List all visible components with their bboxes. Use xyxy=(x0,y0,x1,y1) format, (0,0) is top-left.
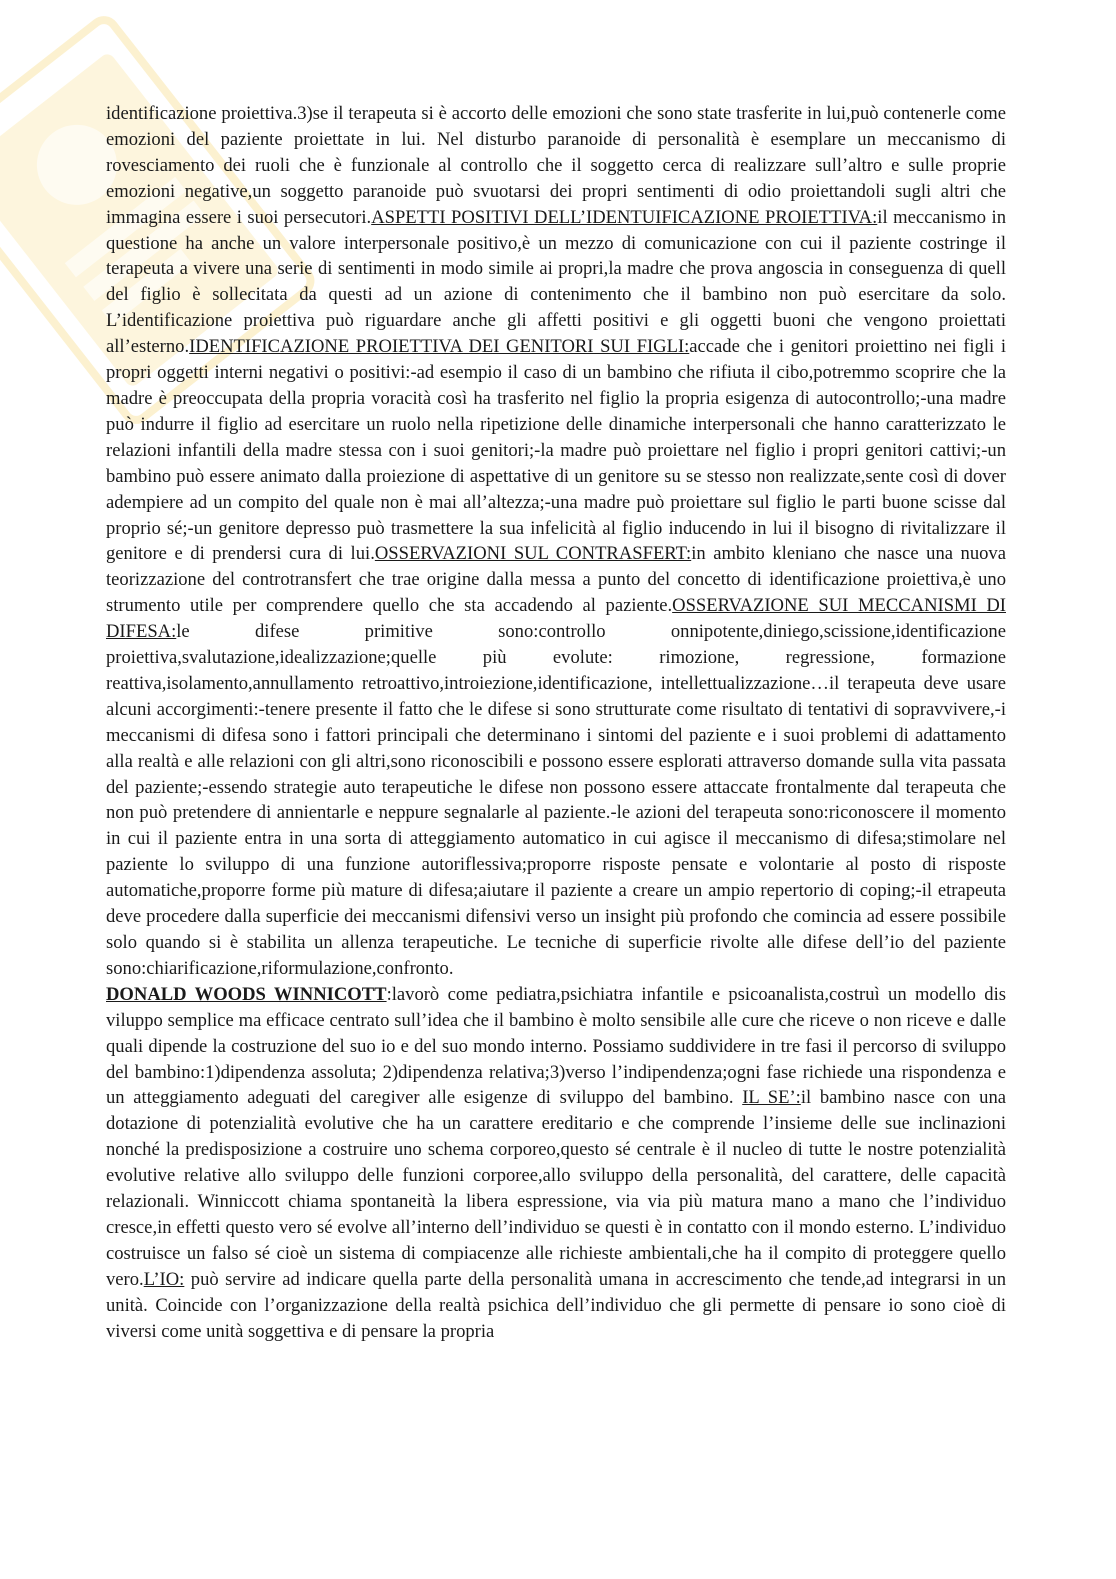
text-span: :lavorò come pediatra,psichiatra infantile e psicoanalista,costruì un modello dis viluppo semplice ma efficace centrato sull’idea che il bambino è molto sensibile alle cure che riceve o non riceve e dalle quali dipende la costruzione del suo io e del suo mondo interno. Possiamo suddividere in tre fasi il percorso di sviluppo del bambino:1)dipendenza assoluta; 2)dipendenza relativa;3)verso l’indipendenza;ogni fase richiede una rispondenza e un atteggiamento adeguati del caregiver alle esigenze di sviluppo del bambino. xyxy=(106,983,1007,1109)
section-heading: IL SE’: xyxy=(742,1087,801,1109)
body-paragraph xyxy=(106,982,1006,1345)
section-heading: OSSERVAZIONE SUI MECCANISMI DI DIFESA: xyxy=(106,595,1006,643)
text-span: in ambito kleniano che nasce una nuova teorizzazione del controtransfert che trae origine dalla messa a punto del concetto di identificazione proiettiva,è uno strumento utile per comprendere quello che sta accadendo al paziente. xyxy=(106,543,1006,617)
text-span: le difese primitive sono:controllo onnipotente,diniego,scissione,identificazione proiettiva,svalutazione,idealizzazione;quelle più evolute: rimozione, regressione, formazione reattiva,isolamento,annullamento retroattivo,introiezione,identificazione, intellettualizzazione…il terapeuta deve usare alcuni accorgimenti:-tenere presente il fatto che le difese si sono strutturate come risultato di tentativi di sopravvivere,-i meccanismi di difesa sono i fattori principali che determinano i sintomi del paziente e i suoi problemi di adattamento alla realtà e alle relazioni con gli altri,sono riconoscibili e possono essere esplorati attraverso domande sulla vita passata del paziente;-essendo strategie auto terapeutiche le difese non possono essere attaccate frontalmente dal terapeuta che non può pretendere di annientarle e neppure segnalarle al paziente.-le azioni del terapeuta sono:riconoscere il momento in cui il paziente entra in una sorta di atteggiamento automatico in cui agisce il meccanismo di difesa;stimolare nel paziente lo sviluppo di una funzione autoriflessiva;proporre risposte pensate e volontarie al posto di risposte automatiche,proporre forme più mature di difesa;aiutare il paziente a creare un ampio repertorio di coping;-il etrapeuta deve procedere dalla superficie dei meccanismi difensivi verso un insight più profondo che comincia ad essere possibile solo quando si è stabilita un allenza terapeutiche. Le tecniche di superficie rivolte alle difese dell’io del paziente sono:chiarificazione,riformulazione,confronto. xyxy=(106,621,1006,979)
text-span: il meccanismo in questione ha anche un valore interpersonale positivo,è un mezzo di comunicazione con cui il paziente costringe il terapeuta a vivere una serie di sentimenti in modo simile ai propri,la madre che prova angoscia in conseguenza di quell del figlio è sollecitata da questi ad un azione di contenimento che il bambino non può esercitare da solo. L’identificazione proiettiva può riguardare anche gli affetti positivi e gli oggetti buoni che vengono proiettati all’esterno. xyxy=(106,206,1006,358)
text-span: può servire ad indicare quella parte della personalità umana in accrescimento che tende,ad integrarsi in un unità. Coincide con l’organizzazione della realtà psichica dell’individuo che gli permette di pensare io sono cioè di viversi come unità soggettiva e di pensare la propria xyxy=(106,1268,1006,1342)
body-paragraph xyxy=(106,101,1006,982)
text-span: il bambino nasce con una dotazione di potenzialità evolutive che ha un carattere ereditario e che comprende l’insieme delle sue inclinazioni nonché la predisposizione a costruire uno schema corporeo,questo sé centrale è il nucleo di tutte le nostre potenzialità evolutive relative allo sviluppo delle funzioni corporee,allo sviluppo della personalità, del carattere, delle capacità relazionali. Winniccott chiama spontaneità la libera espressione, via via più matura mano a mano che l’individuo cresce,in effetti questo vero sé evolve all’interno dell’individuo se questi è in contatto con il mondo esterno. L’individuo costruisce un falso sé cioè un sistema di compiacenze alle richieste ambientali,che ha il compito di proteggere quello vero. xyxy=(106,1087,1006,1290)
document-body xyxy=(106,101,1006,1345)
section-heading-bold: DONALD WOODS WINNICOTT xyxy=(106,983,387,1005)
section-heading: OSSERVAZIONI SUL CONTRASFERT: xyxy=(374,543,692,565)
section-heading: ASPETTI POSITIVI DELL’IDENTUIFICAZIONE PROIETTIVA: xyxy=(371,206,878,228)
text-span: accade che i genitori proiettino nei figli i propri oggetti interni negativi o positivi:-ad esempio il caso di un bambino che rifiuta il cibo,potremmo scoprire che la madre è preoccupata della propria voracità così ha trasferito nel figlio la propria esigenza di autocontrollo;-una madre può indurre il figlio ad esercitare un ruolo nella ripetizione delle dinamiche interpersonali che hanno caratterizzato le relazioni infantili della madre stessa con i suoi genitori;-la madre può proiettare nel figlio i propri genitori cattivi;-un bambino può essere animato dalla proiezione di aspettative di un genitore su se stesso non realizzate,sente così di dover adempiere ad un compito del quale non è mai all’altezza;-una madre può proiettare sul figlio le parti buone scisse dal proprio sé;-un genitore depresso può trasmettere la sua infelicità al figlio inducendo in lui il bisogno di rivitalizzare il genitore e di prendersi cura di lui. xyxy=(106,336,1006,565)
section-heading: L’IO: xyxy=(143,1268,185,1290)
section-heading: IDENTIFICAZIONE PROIETTIVA DEI GENITORI SUI FIGLI: xyxy=(189,336,690,358)
text-span: identificazione proiettiva.3)se il terapeuta si è accorto delle emozioni che sono state trasferite in lui,può contenerle come emozioni del paziente proiettate in lui. Nel disturbo paranoide di personalità è esemplare un meccanismo di rovesciamento dei ruoli che è funzionale al controllo che il soggetto cerca di realizzare sull’altro e sulle proprie emozioni negative,un soggetto paranoide può svuotarsi dei propri sentimenti di odio proiettandoli sugli altri che immagina essere i suoi persecutori. xyxy=(106,103,1006,228)
